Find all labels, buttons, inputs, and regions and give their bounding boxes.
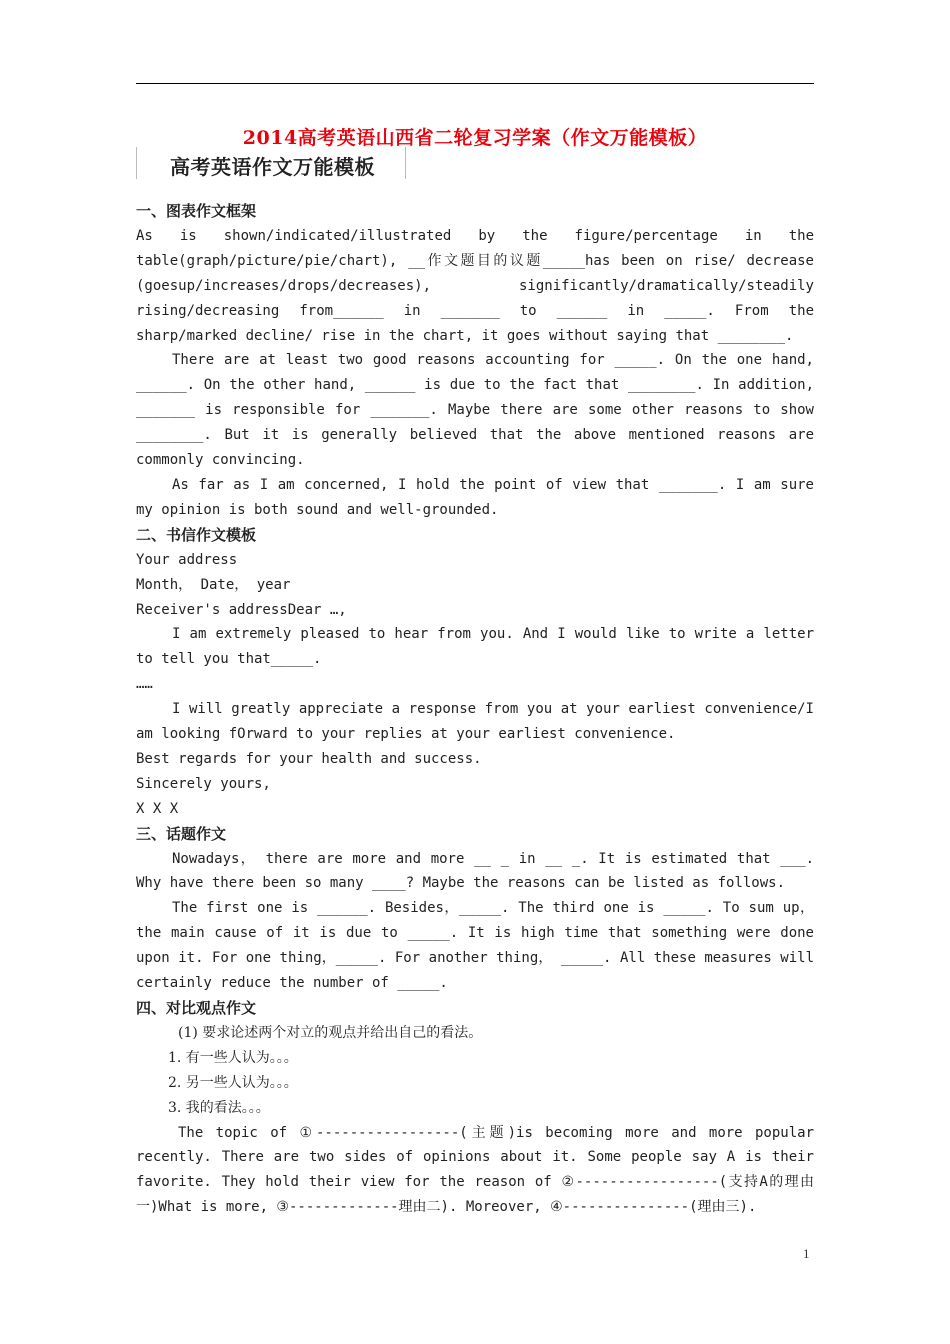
chart-paragraph-3: As far as I am concerned, I hold the point of view that _______. I am sure my opinion is both sound and well-grounded.	[136, 476, 814, 518]
document-title: 2014高考英语山西省二轮复习学案（作文万能模板）	[242, 127, 708, 149]
letter-address: Your address	[136, 551, 238, 568]
section-heading-topic: 三、话题作文	[136, 824, 227, 843]
document-body	[136, 199, 814, 1220]
contrast-intro: (1) 要求论述两个对立的观点并给出自己的看法。	[178, 1024, 483, 1041]
chart-paragraph-1: As is shown/indicated/illustrated by the figure/percentage in the table(graph/picture/pie/chart), __作文题目的议题_____has been on rise/ decrease (goesup/increases/drops/decreases), significantly/dramatically/steadily rising/decreasing from______ in _______ to ______ in _____. From the sharp/marked decline/ rise in the chart, it goes without saying that ________.	[136, 227, 814, 344]
letter-date: Month， Date， year	[136, 576, 291, 593]
contrast-item-3: 3. 我的看法。。。	[168, 1099, 270, 1116]
section-heading-letter: 二、书信作文模板	[136, 525, 257, 544]
topic-paragraph-1: Nowadays， there are more and more __ _ in __ _. It is estimated that ___. Why have there been so many ____? Maybe the reasons can be listed as follows.	[136, 850, 814, 892]
document-subtitle: 高考英语作文万能模板	[170, 155, 375, 179]
page-number: 1	[803, 1246, 810, 1261]
letter-signature: X X X	[136, 800, 179, 817]
letter-receiver: Receiver's addressDear …,	[136, 601, 347, 618]
section-heading-contrast: 四、对比观点作文	[136, 999, 257, 1017]
letter-closing: Sincerely yours,	[136, 775, 271, 792]
letter-paragraph-1: I am extremely pleased to hear from you. And I would like to write a letter to tell you that_____.	[136, 626, 814, 668]
topic-paragraph-2: The first one is ______. Besides，_____. The third one is _____. To sum up，the main cause of it is due to _____. It is high time that something were done upon it. For one thing，_____. For another thing， _____. All these measures will certainly reduce the number of _____.	[136, 900, 814, 992]
letter-regards: Best regards for your health and success.	[136, 750, 482, 767]
header-rule	[136, 83, 814, 84]
letter-ellipsis: ……	[136, 676, 153, 693]
letter-paragraph-2: I will greatly appreciate a response from you at your earliest convenience/I am looking fOrward to your replies at your earliest convenience.	[136, 701, 814, 743]
contrast-paragraph: The topic of ①-----------------(主题)is becoming more and more popular recently. There are two sides of opinions about it. Some people say A is their favorite. They hold their view for the reason of ②-----------------(支持A的理由一)What is more, ③-------------理由二). Moreover, ④---------------(理由三).	[136, 1124, 814, 1216]
contrast-item-1: 1. 有一些人认为。。。	[168, 1049, 298, 1066]
chart-paragraph-2: There are at least two good reasons accounting for _____. On the one hand, ______. On the other hand, ______ is due to the fact that ________. In addition, _______ is responsible for _______. Maybe there are some other reasons to show ________. But it is generally believed that the above mentioned reasons are commonly convincing.	[136, 352, 814, 469]
contrast-item-2: 2. 另一些人认为。。。	[168, 1074, 298, 1091]
section-heading-chart: 一、图表作文框架	[136, 202, 257, 220]
